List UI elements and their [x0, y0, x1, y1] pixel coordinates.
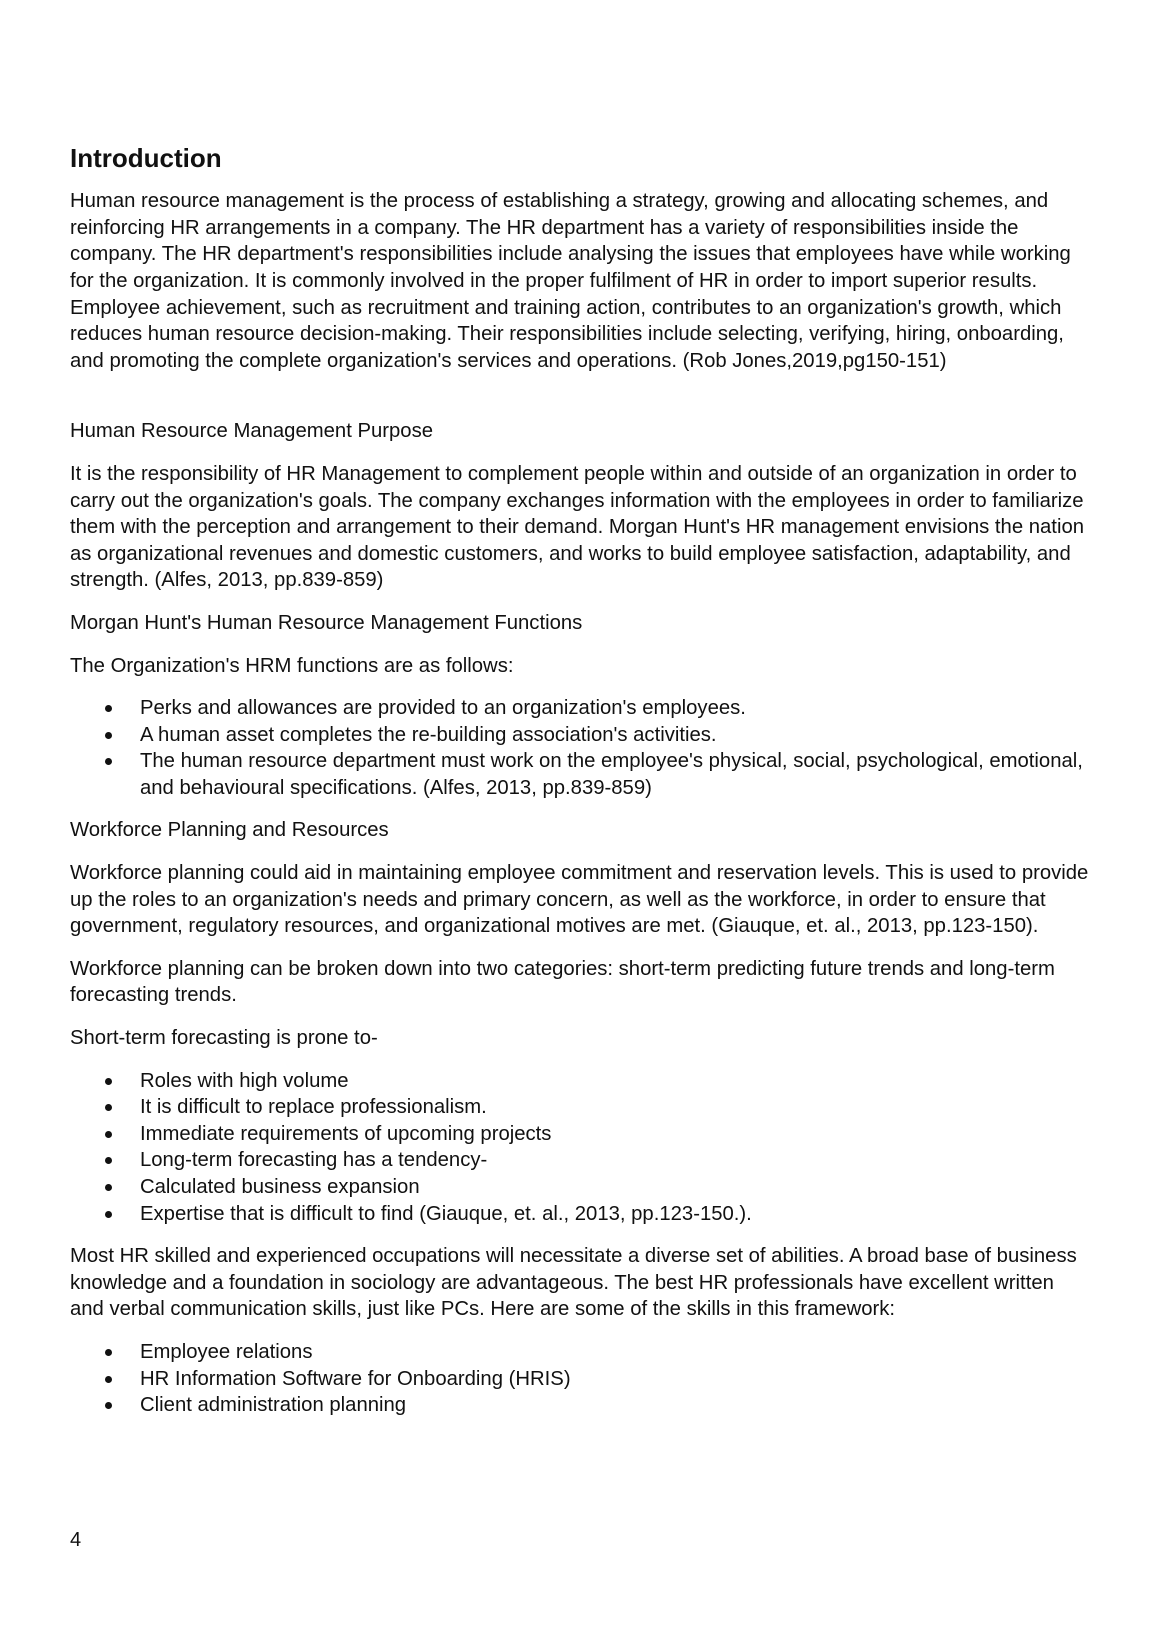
list-item: [70, 1201, 1090, 1228]
list-item: [70, 1147, 1090, 1174]
list-item-text: Roles with high volume: [140, 1069, 349, 1092]
purpose-heading: Human Resource Management Purpose: [70, 420, 434, 443]
list-item-text: Expertise that is difficult to find (Giauque, et. al., 2013, pp.123-150.).: [140, 1202, 752, 1225]
workforce-paragraph-2: Workforce planning can be broken down into two categories: short-term predicting future trends and long-term forecasting trends.: [70, 957, 1055, 1007]
bullet-icon: [105, 1078, 112, 1085]
bullet-icon: [105, 758, 112, 765]
list-item-text: Calculated business expansion: [140, 1176, 420, 1198]
page-number: 4: [70, 1529, 82, 1551]
bullet-icon: [105, 705, 112, 712]
bullet-icon: [105, 732, 112, 739]
functions-list: [70, 695, 1090, 801]
intro-paragraph: Human resource management is the process of establishing a strategy, growing and allocating schemes, and reinforcing HR arrangements in a company. The HR department has a variety of responsibilities inside the company. The HR department's responsibilities include analysing the issues that employees have while working for the organization. It is commonly involved in the proper fulfilment of HR in order to import superior results. Employee achievement, such as recruitment and training action, contributes to an organization's growth, which reduces human resource decision-making. Their responsibilities include selecting, verifying, hiring, onboarding, and promoting the complete organization's services and operations. (Rob Jones,2019,pg150-151): [70, 190, 1071, 372]
list-item-text: Immediate requirements of upcoming projects: [140, 1122, 552, 1145]
list-item: [70, 1174, 1090, 1201]
bullet-icon: [105, 1376, 112, 1383]
list-item-text: The human resource department must work on the employee's physical, social, psychological, emotional, and behavioural specifications. (Alfes, 2013, pp.839-859): [140, 750, 1083, 799]
list-item: [70, 1068, 1090, 1095]
short-term-list: [70, 1068, 1090, 1228]
list-item-text: Long-term forecasting has a tendency-: [140, 1149, 488, 1172]
workforce-heading: Workforce Planning and Resources: [70, 819, 389, 842]
bullet-icon: [105, 1104, 112, 1111]
bullet-icon: [105, 1184, 112, 1191]
list-item-text: Client administration planning: [140, 1394, 407, 1417]
bullet-icon: [105, 1157, 112, 1164]
document-page: [70, 143, 1090, 1435]
list-item-text: HR Information Software for Onboarding (HRIS): [140, 1367, 571, 1390]
bullet-icon: [105, 1131, 112, 1138]
bullet-icon: [105, 1211, 112, 1218]
functions-intro: The Organization's HRM functions are as follows:: [70, 654, 514, 677]
page-title: Introduction: [70, 143, 222, 173]
purpose-paragraph: It is the responsibility of HR Management to complement people within and outside of an organization in order to carry out the organization's goals. The company exchanges information with the employees in order to familiarize them with the perception and arrangement to their demand. Morgan Hunt's HR management envisions the nation as organizational revenues and domestic customers, and works to build employee satisfaction, adaptability, and strength. (Alfes, 2013, pp.839-859): [70, 462, 1085, 592]
list-item: [70, 722, 1090, 749]
list-item-text: A human asset completes the re-building association's activities.: [140, 723, 717, 746]
bullet-icon: [105, 1349, 112, 1356]
list-item: [70, 748, 1090, 801]
short-term-intro: Short-term forecasting is prone to-: [70, 1027, 378, 1050]
workforce-paragraph-1: Workforce planning could aid in maintaining employee commitment and reservation levels. This is used to provide up the roles to an organization's needs and primary concern, as well as the workforce, in order to ensure that government, regulatory resources, and organizational motives are met. (Giauque, et. al., 2013, pp.123-150).: [70, 862, 1089, 938]
list-item-text: Perks and allowances are provided to an organization's employees.: [140, 697, 746, 720]
list-item: [70, 695, 1090, 722]
list-item: [70, 1366, 1090, 1393]
list-item: [70, 1339, 1090, 1366]
functions-heading: Morgan Hunt's Human Resource Management Functions: [70, 611, 583, 634]
skills-list: [70, 1339, 1090, 1419]
skills-paragraph: Most HR skilled and experienced occupations will necessitate a diverse set of abilities. A broad base of business knowledge and a foundation in sociology are advantageous. The best HR professionals have excellent written and verbal communication skills, just like PCs. Here are some of the skills in this framework:: [70, 1245, 1077, 1321]
list-item: [70, 1094, 1090, 1121]
list-item: [70, 1392, 1090, 1419]
list-item-text: It is difficult to replace professionalism.: [140, 1096, 487, 1119]
list-item-text: Employee relations: [140, 1340, 313, 1363]
list-item: [70, 1121, 1090, 1148]
bullet-icon: [105, 1402, 112, 1409]
